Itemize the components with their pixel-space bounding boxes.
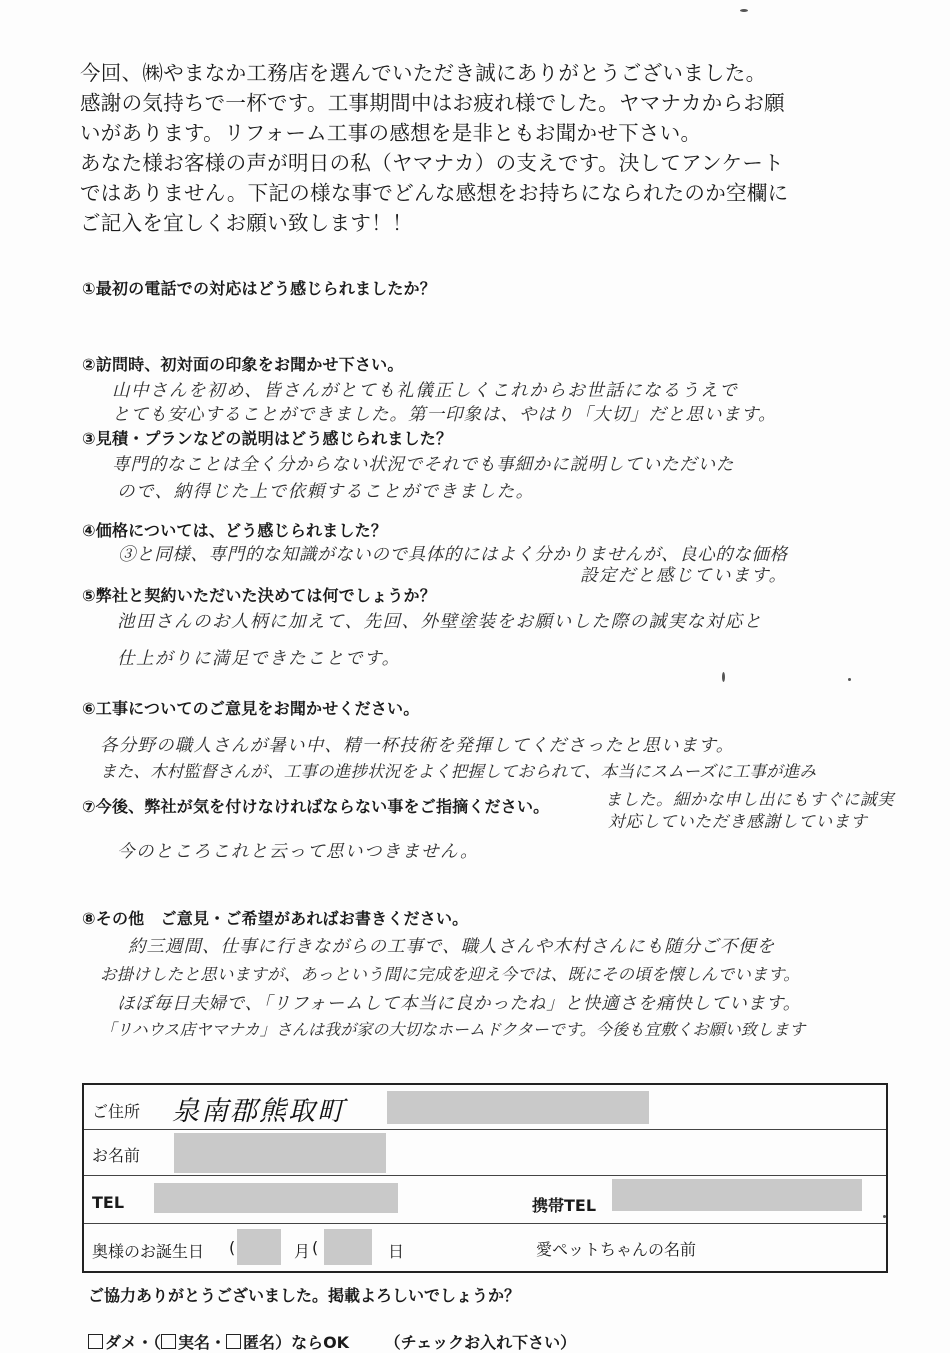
- anonymous-checkbox[interactable]: [226, 1334, 241, 1349]
- real-name-checkbox[interactable]: [161, 1334, 176, 1349]
- address-row: [84, 1085, 886, 1130]
- answer-3-line: 専門的なことは全く分からない状況でそれでも事細かに説明していただいた: [112, 455, 735, 475]
- pet-name-label: 愛ペットちゃんの名前: [536, 1240, 697, 1259]
- tel-row: [84, 1175, 886, 1224]
- intro-paragraph: [80, 58, 900, 238]
- answer-8-line: ほぼ毎日夫婦で、「リフォームして本当に良かったね」と快適さを痛快しています。: [117, 994, 802, 1014]
- answer-8-line: 約三週間、仕事に行きながらの工事で、職人さんや木村さんにも随分ご不便を: [128, 937, 776, 957]
- anonymous-label: 匿名: [243, 1333, 276, 1352]
- intro-line: 感謝の気持ちで一杯です。工事期間中はお疲れ様でした。ヤマナカからお願: [80, 91, 785, 115]
- answer-4-line: ③と同様、専門的な知識がないので具体的にはよく分かりませんが、良心的な価格: [118, 545, 788, 565]
- intro-line: ご記入を宜しくお願い致します！！: [80, 211, 413, 235]
- publish-consent-row: [88, 1330, 576, 1353]
- intro-line: あなた様お客様の声が明日の私（ヤマナカ）の支えです。決してアンケート: [80, 151, 784, 175]
- question-6: ⑥工事についてのご意見をお聞かせください。: [82, 699, 420, 718]
- scan-speck: [883, 1215, 886, 1218]
- question-2: ②訪問時、初対面の印象をお聞かせ下さい。: [82, 355, 404, 374]
- answer-8-line: 「リハウス店ヤマナカ」さんは我が家の大切なホームドクターです。今後も宜敷くお願い致します: [100, 1020, 806, 1039]
- customer-info-form: [82, 1083, 888, 1273]
- answer-6-line: ました。細かな申し出にもすぐに誠実: [605, 790, 894, 809]
- real-name-label: 実名・: [178, 1333, 227, 1352]
- tel-label: TEL: [92, 1193, 125, 1212]
- intro-line: ではありません。下記の様な事でどんな感想をお持ちになられたのか空欄に: [80, 181, 789, 205]
- answer-8-line: お掛けしたと思いますが、あっという間に完成を迎え今では、既にその頃を懐しんでいます。: [100, 965, 800, 984]
- scan-speck: [722, 672, 725, 682]
- scan-speck: [740, 9, 748, 12]
- question-4: ④価格については、どう感じられました？: [82, 521, 388, 540]
- question-3: ③見積・プランなどの説明はどう感じられました？: [82, 429, 453, 448]
- paren-open: （: [153, 1333, 162, 1352]
- answer-7-line: 今のところこれと云って思いつきません。: [117, 842, 480, 862]
- intro-line: 今回、㈱やまなか工務店を選んでいただき誠にありがとうございました。: [80, 61, 767, 85]
- answer-4-line: 設定だと感じています。: [580, 566, 788, 586]
- paren-open: (: [229, 1238, 236, 1257]
- redacted-name: [174, 1133, 386, 1173]
- redacted-day: [324, 1229, 372, 1265]
- month-label: 月: [294, 1242, 311, 1261]
- answer-3-line: ので、納得じた上で依頼することができました。: [117, 482, 535, 502]
- answer-6-line: また、木村監督さんが、工事の進捗状況をよく把握しておられて、本当にスムーズに工事が進み: [100, 762, 817, 781]
- answer-5-line: 池田さんのお人柄に加えて、先回、外壁塗装をお願いした際の誠実な対応と: [117, 612, 763, 632]
- answer-2-line: 山中さんを初め、皆さんがとても礼儀正しくこれからお世話になるうえで: [112, 381, 739, 401]
- paren-open: (: [312, 1238, 319, 1257]
- redacted-month: [237, 1229, 281, 1265]
- redacted-address: [387, 1091, 649, 1124]
- ok-label: ）ならOK: [275, 1333, 350, 1352]
- check-note: （チェックお入れ下さい）: [384, 1333, 577, 1352]
- question-7: ⑦今後、弊社が気を付けなければならない事をご指摘ください。: [82, 797, 550, 816]
- scan-speck: [848, 678, 851, 681]
- question-8: ⑧その他 ご意見・ご希望があればお書きください。: [82, 909, 469, 928]
- answer-2-line: とても安心することができました。第一印象は、やはり「大切」だと思います。: [112, 405, 777, 425]
- intro-line: いがあります。リフォーム工事の感想を是非ともお聞かせ下さい。: [80, 121, 702, 145]
- redacted-tel: [154, 1183, 398, 1213]
- birthday-row: [84, 1223, 886, 1273]
- address-label: ご住所: [92, 1102, 141, 1121]
- mobile-tel-label: 携帯TEL: [532, 1196, 597, 1215]
- decline-checkbox[interactable]: [88, 1334, 103, 1349]
- decline-label: ダメ・: [105, 1333, 154, 1352]
- redacted-mobile-tel: [612, 1179, 862, 1211]
- answer-6-line: 対応していただき感謝しています: [608, 812, 868, 831]
- answer-6-line: 各分野の職人さんが暑い中、精一杯技術を発揮してくださったと思います。: [100, 736, 735, 756]
- question-5: ⑤弊社と契約いただいた決めては何でしょうか？: [82, 586, 436, 605]
- answer-5-line: 仕上がりに満足できたことです。: [117, 649, 401, 669]
- name-label: お名前: [92, 1146, 141, 1165]
- address-value: 泉南郡熊取町: [172, 1096, 346, 1127]
- question-1: ①最初の電話での対応はどう感じられましたか？: [82, 279, 436, 298]
- day-label: 日: [388, 1242, 405, 1261]
- name-row: [84, 1129, 886, 1176]
- footer-thanks: ご協力ありがとうございました。掲載よろしいでしょうか？: [88, 1286, 521, 1305]
- birthday-label: 奥様のお誕生日: [92, 1242, 205, 1261]
